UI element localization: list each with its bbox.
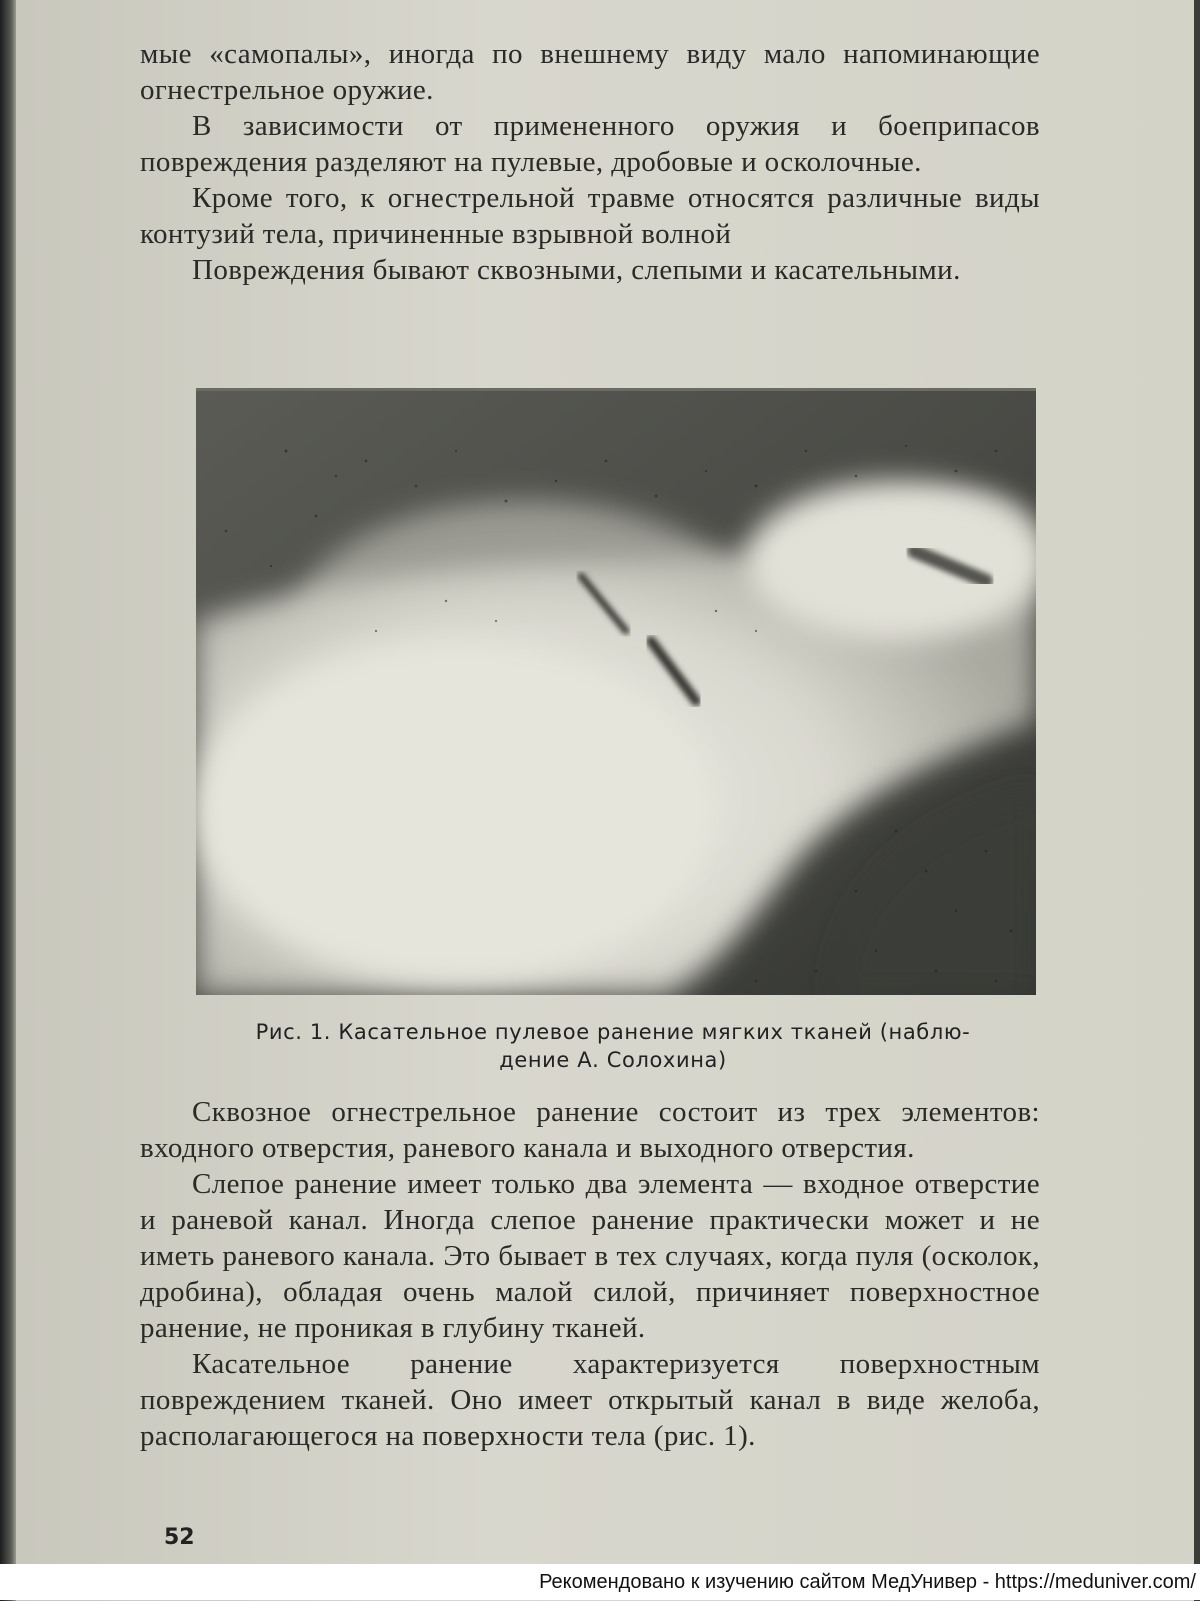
- caption-line: дение А. Солохина): [499, 1048, 727, 1072]
- paragraph: Сквозное огнестрельное ранение состоит из трех элементов: входного отверстия, раневого канала и выходного отверстия.: [140, 1096, 1040, 1164]
- paragraph: Касательное ранение характеризуется поверхностным повреждением тканей. Оно имеет открытый канал в виде желоба, располагающегося на поверхности тела (рис. 1).: [140, 1348, 1040, 1452]
- paragraph: В зависимости от примененного оружия и боеприпасов повреждения разделяют на пулевые, дробовые и осколочные.: [140, 110, 1040, 178]
- paragraph: Слепое ранение имеет только два элемента — входное отверстие и раневой канал. Иногда слепое ранение практически может и не иметь раневого канала. Это бывает в тех случаях, когда пуля (осколок, дробина), обладая очень малой силой, причиняет поверхностное ранение, не проникая в глубину тканей.: [140, 1168, 1040, 1344]
- book-spine-shadow: [0, 0, 16, 1601]
- paragraph: Кроме того, к огнестрельной травме относятся различные виды контузий тела, причиненные взрывной волной: [140, 182, 1040, 250]
- figure-caption: [168, 1018, 1058, 1074]
- page-number: 52: [164, 1525, 195, 1550]
- body-text-bottom: [140, 1094, 1040, 1454]
- page-edge-shadow: [1194, 0, 1200, 1601]
- watermark-footer: Рекомендовано к изучению сайтом МедУнивер - https://meduniver.com/: [0, 1564, 1200, 1600]
- paragraph: Повреждения бывают сквозными, слепыми и касательными.: [192, 254, 961, 286]
- body-text-top: [140, 36, 1040, 288]
- caption-line: Рис. 1. Касательное пулевое ранение мягких тканей (наблю-: [255, 1020, 971, 1044]
- photo-illustration: [196, 391, 1036, 995]
- paragraph: мые «самопалы», иногда по внешнему виду мало напоминающие огнестрельное оружие.: [140, 38, 1040, 106]
- wound-photograph: [196, 388, 1036, 995]
